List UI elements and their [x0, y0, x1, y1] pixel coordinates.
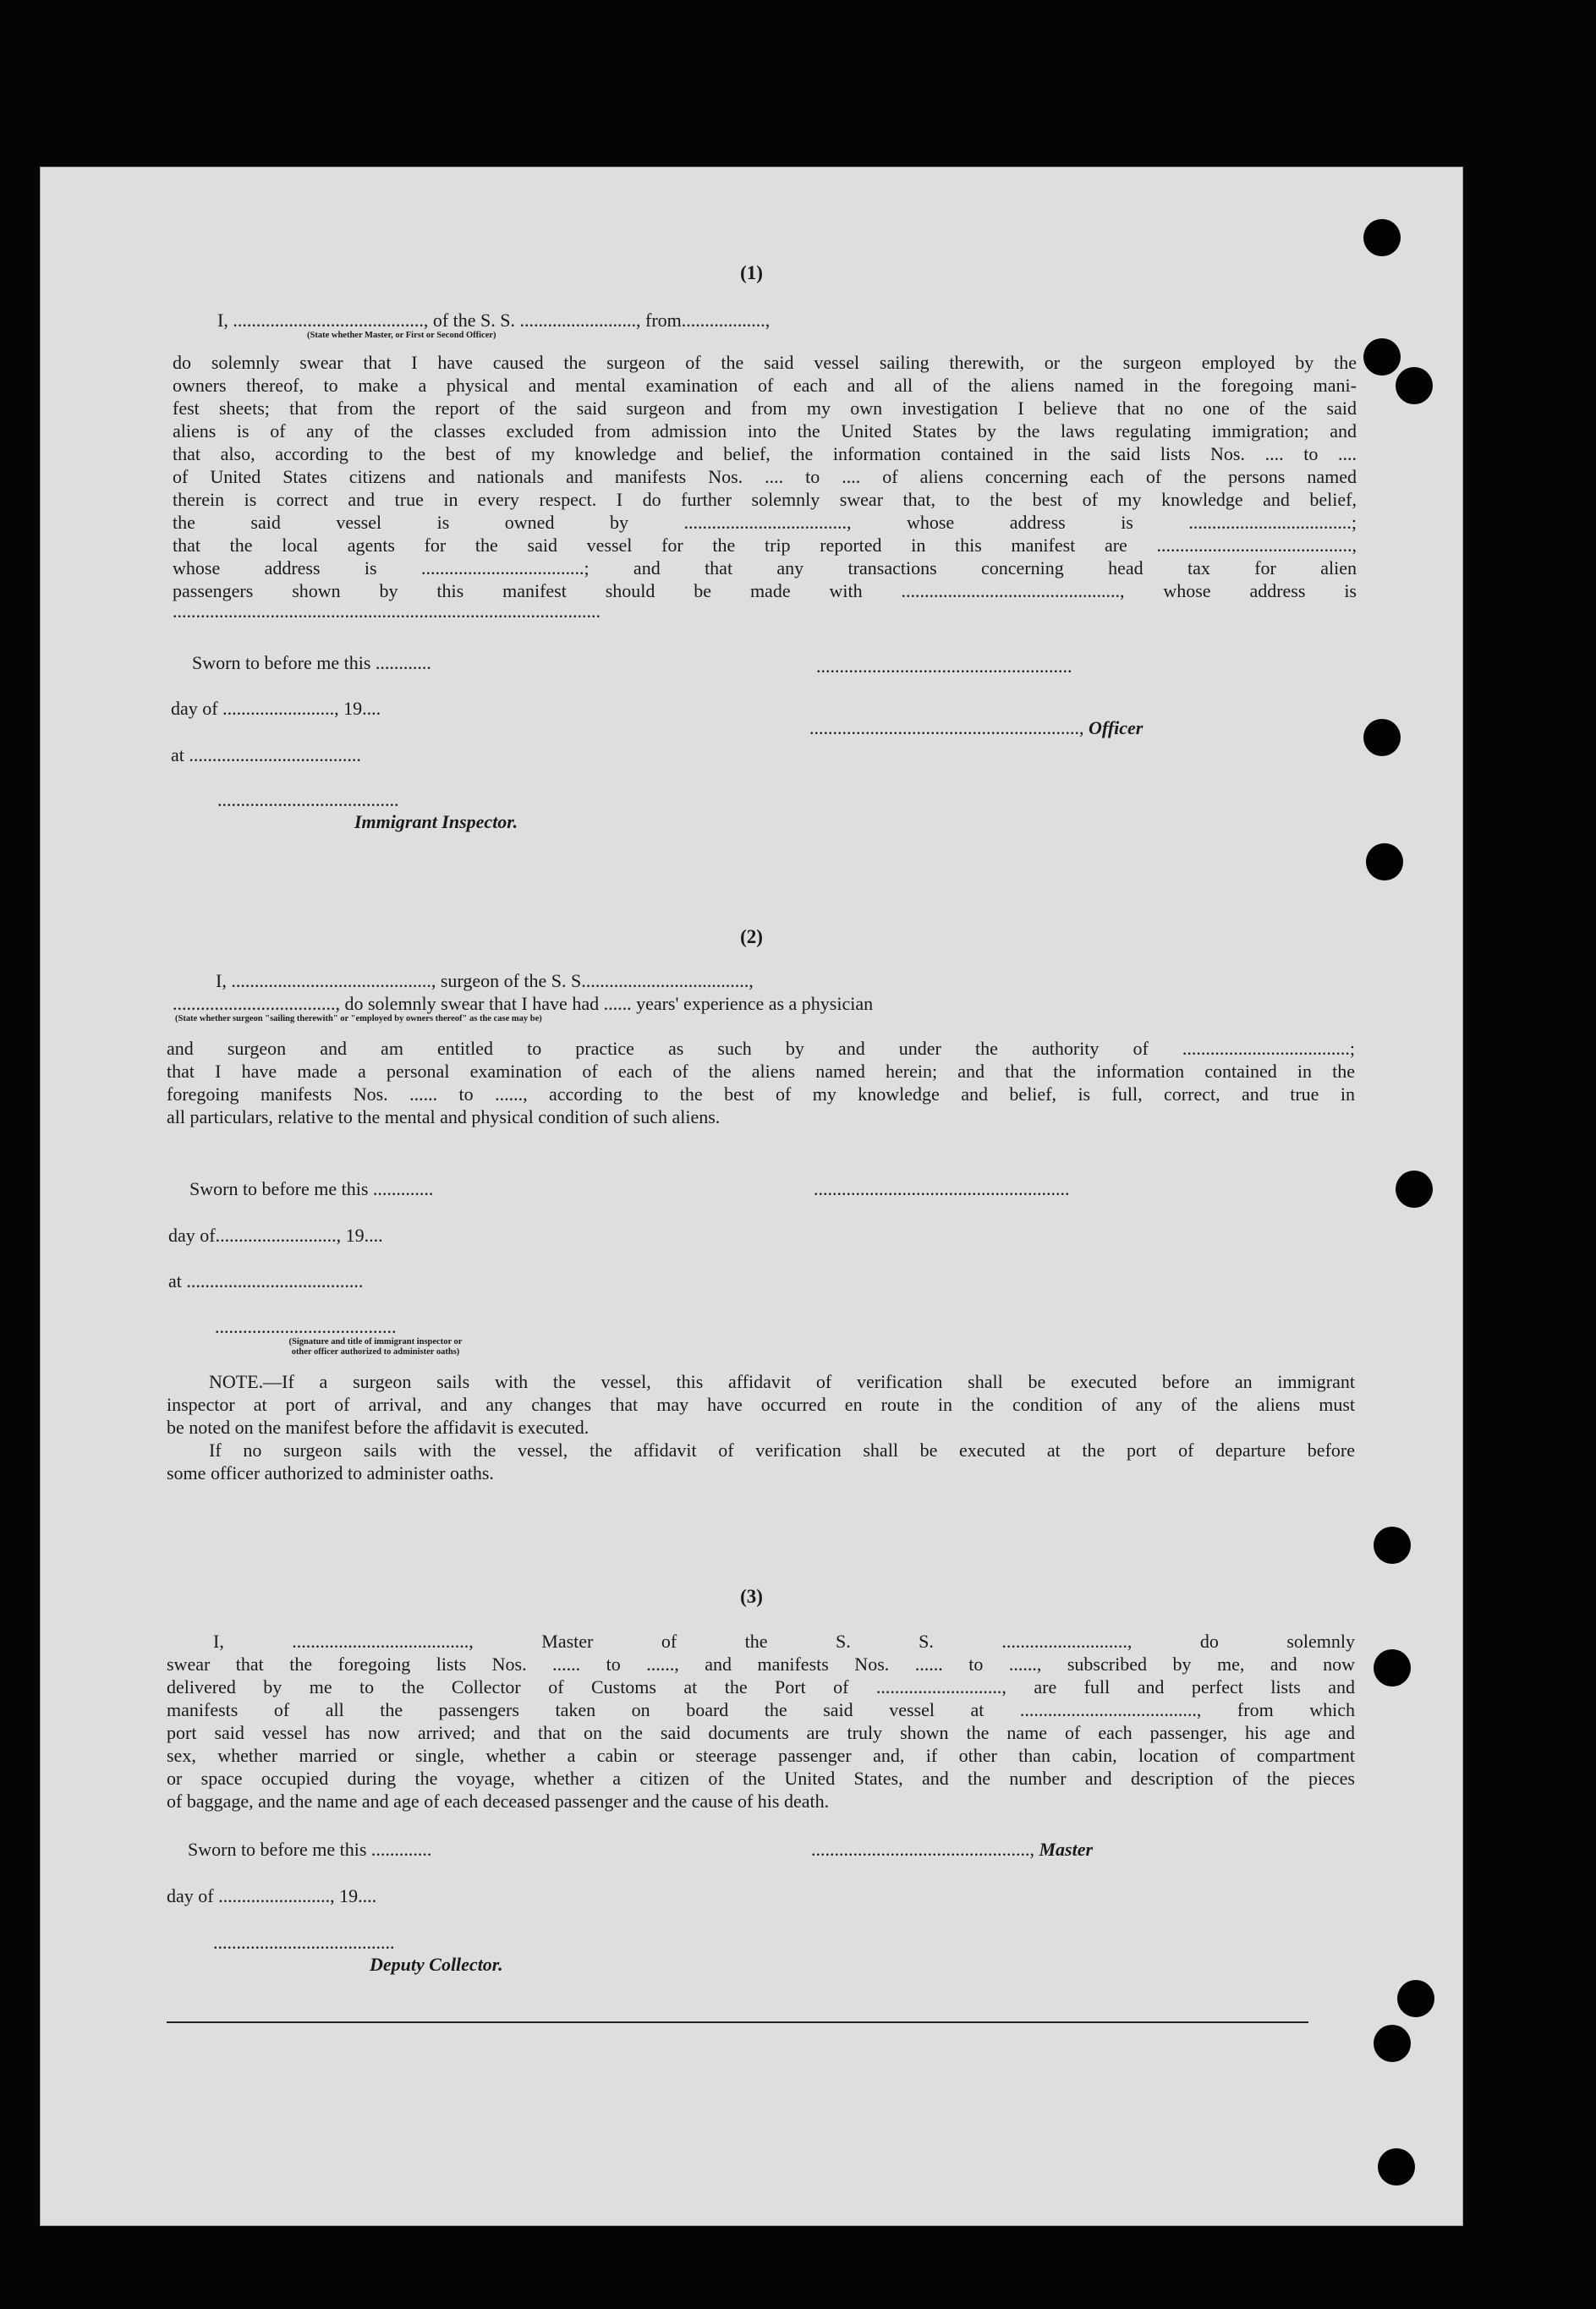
master-signature-line	[811, 1838, 1093, 1861]
body-line: that the local agents for the said vessel for the trip reported in this manifest are ..........................................,	[173, 535, 1357, 556]
sworn-line: Sworn to before me this .............	[189, 1178, 434, 1199]
officer-signature-line-2	[809, 716, 1143, 739]
officer-title: Officer	[1089, 717, 1144, 738]
section-1-opening-line: I, ........................................., of the S. S. ........................., from..................,	[217, 310, 771, 331]
binder-hole	[1363, 219, 1401, 256]
collector-title: Deputy Collector.	[370, 1954, 503, 1975]
body-line: owners thereof, to make a physical and mental examination of each and all of the aliens named in the foregoing mani-	[173, 375, 1357, 396]
body-line: or space occupied during the voyage, whether a citizen of the United States, and the number and description of the pieces	[167, 1768, 1355, 1789]
binder-hole	[1378, 2148, 1415, 2186]
binder-hole	[1366, 843, 1403, 880]
section-2-opening-line: I, ..........................................., surgeon of the S. S....................................,	[216, 970, 754, 991]
note-line: NOTE.—If a surgeon sails with the vessel, this affidavit of verification shall be executed before an immigrant	[209, 1371, 1355, 1392]
body-line: whose address is ...................................; and that any transactions concerning head tax for alien	[173, 557, 1357, 579]
at-line: at ......................................	[168, 1270, 364, 1292]
binder-hole	[1363, 338, 1401, 376]
note-line: some officer authorized to administer oaths.	[167, 1462, 494, 1484]
at-line: at .....................................	[171, 744, 361, 765]
body-line: delivered by me to the Collector of Customs at the Port of ..........................., are full and perfect lists and	[167, 1676, 1355, 1697]
inspector-signature-line: .......................................	[215, 1316, 397, 1337]
day-line: day of.........................., 19....	[168, 1225, 383, 1246]
note-line: If no surgeon sails with the vessel, the affidavit of verification shall be executed at the port of departure before	[209, 1440, 1355, 1461]
binder-hole	[1363, 719, 1401, 756]
section-1-rank-note: (State whether Master, or First or Second Officer)	[307, 331, 496, 340]
body-line: of United States citizens and nationals and manifests Nos. .... to .... of aliens concerning each of the persons named	[173, 466, 1357, 487]
body-line: sex, whether married or single, whether a cabin or steerage passenger and, if other than cabin, location of compartment	[167, 1745, 1355, 1766]
binder-hole	[1374, 1649, 1411, 1687]
body-line: fest sheets; that from the report of the said surgeon and from my own investigation I believe that no one of the said	[173, 398, 1357, 419]
section-1-heading: (1)	[740, 262, 763, 283]
day-line: day of ........................, 19....	[167, 1885, 377, 1906]
bottom-rule	[167, 2021, 1308, 2023]
body-line: I, ......................................, Master of the S. S. ..........................., do solemnly	[213, 1631, 1355, 1652]
binder-hole	[1397, 1980, 1434, 2017]
binder-hole	[1396, 367, 1433, 404]
surgeon-signature-line: .......................................................	[814, 1178, 1070, 1199]
day-line: day of ........................, 19....	[171, 698, 381, 719]
inspector-title: Immigrant Inspector.	[354, 811, 518, 832]
body-trailing-dots: ............................................................................................	[173, 601, 601, 622]
sworn-line: Sworn to before me this .............	[188, 1839, 432, 1860]
body-line: the said vessel is owned by ..................................., whose address is ...................................;	[173, 512, 1357, 533]
sworn-line: Sworn to before me this ............	[192, 652, 431, 673]
binder-hole	[1374, 1527, 1411, 1564]
master-signature-dots: ...............................................,	[811, 1839, 1039, 1860]
master-title: Master	[1039, 1839, 1094, 1860]
signature-note: (Signature and title of immigrant inspector or	[288, 1337, 463, 1346]
binder-hole	[1396, 1171, 1433, 1208]
section-2-heading: (2)	[740, 926, 763, 947]
signature-note: other officer authorized to administer oaths)	[291, 1347, 460, 1357]
body-line: that also, according to the best of my knowledge and belief, the information contained in the said lists Nos. .... to ....	[173, 443, 1357, 464]
section-3-heading: (3)	[740, 1586, 763, 1607]
body-line: manifests of all the passengers taken on board the said vessel at ......................................, from which	[167, 1699, 1355, 1720]
note-line: inspector at port of arrival, and any changes that may have occurred en route in the condition of any of the aliens must	[167, 1394, 1355, 1415]
body-line: swear that the foregoing lists Nos. ...... to ......, and manifests Nos. ...... to ......, subscribed by me, and now	[167, 1654, 1355, 1675]
collector-signature-line: .......................................	[213, 1932, 395, 1953]
body-line: aliens is of any of the classes excluded from admission into the United States by the laws regulating immigration; and	[173, 420, 1357, 442]
body-line: passengers shown by this manifest should be made with ..............................................., whose address is	[173, 580, 1357, 601]
body-line: that I have made a personal examination of each of the aliens named herein; and that the information contained in the	[167, 1061, 1355, 1082]
body-line: therein is correct and true in every respect. I do further solemnly swear that, to the best of my knowledge and belief,	[173, 489, 1357, 510]
body-line: do solemnly swear that I have caused the surgeon of the said vessel sailing therewith, or the surgeon employed by the	[173, 352, 1357, 373]
body-line: and surgeon and am entitled to practice as such by and under the authority of ....................................;	[167, 1038, 1355, 1059]
inspector-signature-line: .......................................	[217, 789, 399, 810]
officer-signature-line-1: .......................................................	[816, 655, 1072, 677]
section-2-surgeon-note: (State whether surgeon "sailing therewith" or "employed by owners thereof" as the case may be)	[175, 1014, 542, 1023]
body-line: foregoing manifests Nos. ...... to ......, according to the best of my knowledge and belief, is full, correct, and true in	[167, 1083, 1355, 1105]
binder-hole	[1374, 2025, 1411, 2062]
body-line: all particulars, relative to the mental and physical condition of such aliens.	[167, 1106, 721, 1127]
body-line: of baggage, and the name and age of each deceased passenger and the cause of his death.	[167, 1791, 830, 1812]
officer-signature-dots: ..........................................................,	[809, 717, 1089, 738]
body-line: port said vessel has now arrived; and that on the said documents are truly shown the name of each passenger, his age and	[167, 1722, 1355, 1743]
note-line: be noted on the manifest before the affidavit is executed.	[167, 1417, 590, 1438]
section-2-experience-line: ..................................., do solemnly swear that I have had ...... years' experience as a physician	[173, 993, 874, 1014]
manifest-affidavit-sheet	[40, 167, 1463, 2226]
